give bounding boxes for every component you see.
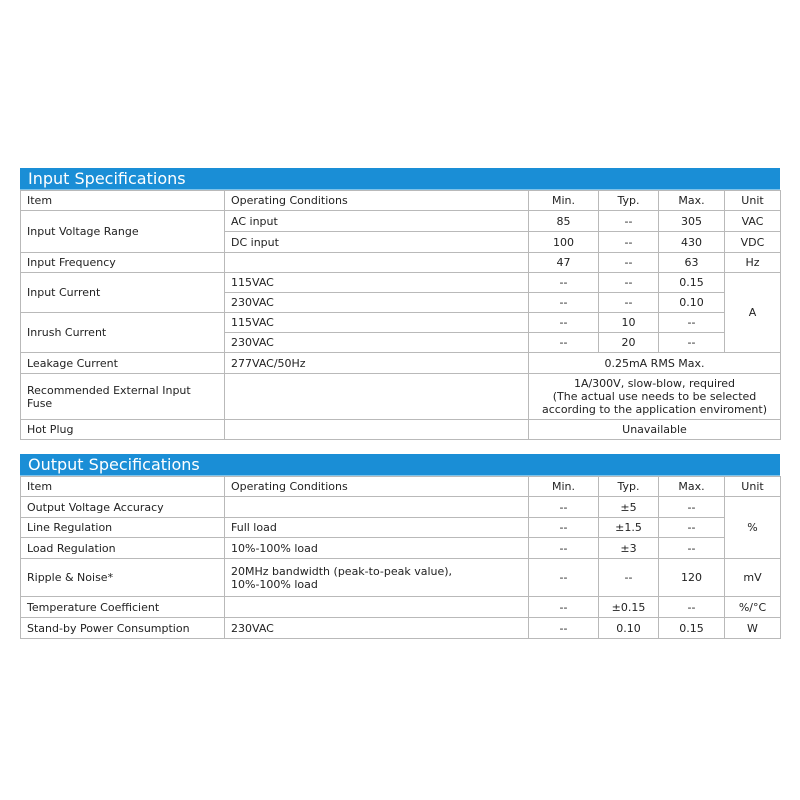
temperature-coefficient-typ: ±0.15	[599, 597, 659, 618]
temperature-coefficient-max: --	[659, 597, 725, 618]
ripple-noise-unit: mV	[725, 559, 781, 597]
input-current-115-min: --	[529, 273, 599, 293]
table-row	[21, 253, 781, 273]
ac-input-max: 305	[659, 211, 725, 232]
inrush-230-condition: 230VAC	[225, 333, 529, 353]
input-current-230-max: 0.10	[659, 293, 725, 313]
table-row	[21, 374, 781, 420]
standby-power-typ: 0.10	[599, 618, 659, 639]
hot-plug-condition	[225, 420, 529, 440]
standby-power-max: 0.15	[659, 618, 725, 639]
header-min: Min.	[529, 191, 599, 211]
dc-input-typ: --	[599, 232, 659, 253]
leakage-current-label: Leakage Current	[21, 353, 225, 374]
ac-input-typ: --	[599, 211, 659, 232]
input-frequency-typ: --	[599, 253, 659, 273]
inrush-230-typ: 20	[599, 333, 659, 353]
load-regulation-min: --	[529, 538, 599, 559]
temperature-coefficient-condition	[225, 597, 529, 618]
header-item: Item	[21, 477, 225, 497]
header-min: Min.	[529, 477, 599, 497]
standby-power-label: Stand-by Power Consumption	[21, 618, 225, 639]
ripple-noise-min: --	[529, 559, 599, 597]
ripple-noise-label: Ripple & Noise*	[21, 559, 225, 597]
input-frequency-label: Input Frequency	[21, 253, 225, 273]
fuse-value-line1: 1A/300V, slow-blow, required	[573, 377, 736, 390]
line-regulation-min: --	[529, 518, 599, 538]
fuse-value-line3: according to the application enviroment)	[541, 403, 768, 416]
voltage-accuracy-min: --	[529, 497, 599, 518]
input-current-230-typ: --	[599, 293, 659, 313]
input-current-115-typ: --	[599, 273, 659, 293]
table-row	[21, 420, 781, 440]
input-frequency-unit: Hz	[725, 253, 781, 273]
temperature-coefficient-min: --	[529, 597, 599, 618]
inrush-115-condition: 115VAC	[225, 313, 529, 333]
ac-input-min: 85	[529, 211, 599, 232]
header-typ: Typ.	[599, 191, 659, 211]
ripple-noise-typ: --	[599, 559, 659, 597]
temperature-coefficient-label: Temperature Coefficient	[21, 597, 225, 618]
ripple-noise-condition-line1: 20MHz bandwidth (peak-to-peak value),	[231, 564, 453, 578]
inrush-115-min: --	[529, 313, 599, 333]
dc-input-condition: DC input	[225, 232, 529, 253]
load-regulation-typ: ±3	[599, 538, 659, 559]
inrush-115-typ: 10	[599, 313, 659, 333]
voltage-accuracy-condition	[225, 497, 529, 518]
table-row	[21, 518, 781, 538]
table-row	[21, 497, 781, 518]
input-current-230-min: --	[529, 293, 599, 313]
header-conditions: Operating Conditions	[225, 477, 529, 497]
dc-input-unit: VDC	[725, 232, 781, 253]
dc-input-min: 100	[529, 232, 599, 253]
header-unit: Unit	[725, 477, 781, 497]
table-row	[21, 618, 781, 639]
hot-plug-value: Unavailable	[529, 420, 781, 440]
table-row	[21, 538, 781, 559]
load-regulation-label: Load Regulation	[21, 538, 225, 559]
standby-power-min: --	[529, 618, 599, 639]
header-conditions: Operating Conditions	[225, 191, 529, 211]
fuse-label: Recommended External Input Fuse	[21, 374, 225, 420]
standby-power-condition: 230VAC	[225, 618, 529, 639]
ripple-noise-condition	[225, 559, 529, 597]
line-regulation-label: Line Regulation	[21, 518, 225, 538]
inrush-230-max: --	[659, 333, 725, 353]
input-current-label: Input Current	[21, 273, 225, 313]
input-frequency-min: 47	[529, 253, 599, 273]
input-frequency-max: 63	[659, 253, 725, 273]
table-row	[21, 313, 781, 333]
header-max: Max.	[659, 477, 725, 497]
input-frequency-condition	[225, 253, 529, 273]
table-row	[21, 597, 781, 618]
header-unit: Unit	[725, 191, 781, 211]
table-row	[21, 559, 781, 597]
temperature-coefficient-unit: %/°C	[725, 597, 781, 618]
line-regulation-condition: Full load	[225, 518, 529, 538]
voltage-accuracy-typ: ±5	[599, 497, 659, 518]
fuse-condition	[225, 374, 529, 420]
load-regulation-max: --	[659, 538, 725, 559]
table-row	[21, 211, 781, 232]
ac-input-condition: AC input	[225, 211, 529, 232]
voltage-accuracy-label: Output Voltage Accuracy	[21, 497, 225, 518]
input-current-115-max: 0.15	[659, 273, 725, 293]
ac-input-unit: VAC	[725, 211, 781, 232]
line-regulation-typ: ±1.5	[599, 518, 659, 538]
input-specifications-section	[20, 168, 780, 440]
header-max: Max.	[659, 191, 725, 211]
output-spec-table	[20, 476, 781, 639]
header-typ: Typ.	[599, 477, 659, 497]
input-voltage-range-label: Input Voltage Range	[21, 211, 225, 253]
input-section-title: Input Specifications	[20, 168, 780, 190]
ripple-noise-condition-line2: 10%-100% load	[231, 577, 318, 591]
current-unit-shared: A	[725, 273, 781, 353]
leakage-current-value: 0.25mA RMS Max.	[529, 353, 781, 374]
voltage-accuracy-max: --	[659, 497, 725, 518]
hot-plug-label: Hot Plug	[21, 420, 225, 440]
percent-unit-shared: %	[725, 497, 781, 559]
line-regulation-max: --	[659, 518, 725, 538]
output-specifications-section	[20, 454, 780, 639]
dc-input-max: 430	[659, 232, 725, 253]
leakage-current-condition: 277VAC/50Hz	[225, 353, 529, 374]
standby-power-unit: W	[725, 618, 781, 639]
table-header-row	[21, 477, 781, 497]
input-spec-table	[20, 190, 781, 440]
output-section-title: Output Specifications	[20, 454, 780, 476]
fuse-value-line2: (The actual use needs to be selected	[552, 390, 757, 403]
ripple-noise-max: 120	[659, 559, 725, 597]
table-row	[21, 353, 781, 374]
input-current-115-condition: 115VAC	[225, 273, 529, 293]
table-row	[21, 273, 781, 293]
input-current-230-condition: 230VAC	[225, 293, 529, 313]
fuse-value	[529, 374, 781, 420]
inrush-115-max: --	[659, 313, 725, 333]
header-item: Item	[21, 191, 225, 211]
inrush-230-min: --	[529, 333, 599, 353]
table-header-row	[21, 191, 781, 211]
inrush-current-label: Inrush Current	[21, 313, 225, 353]
load-regulation-condition: 10%-100% load	[225, 538, 529, 559]
